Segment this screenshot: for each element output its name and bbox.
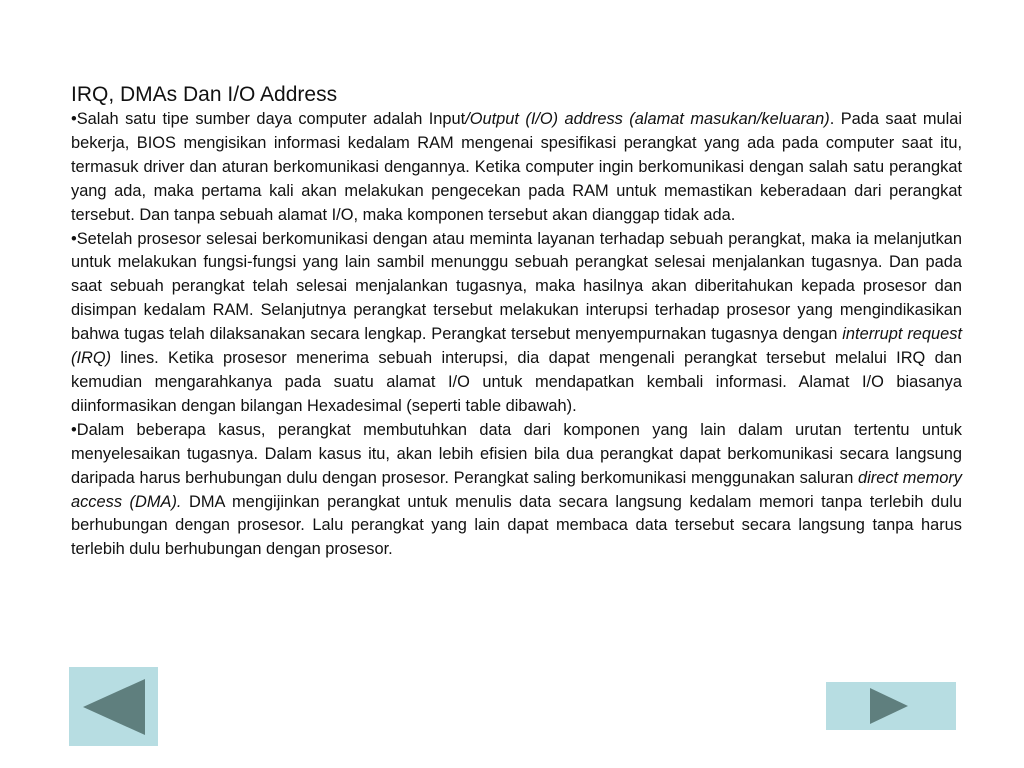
paragraph-segment: •Salah satu tipe sumber daya computer adalah Input (71, 110, 466, 128)
paragraph-segment: lines. Ketika prosesor menerima sebuah interupsi, dia dapat mengenali perangkat tersebut melalui IRQ dan kemudian mengarahkanya pada suatu alamat I/O untuk mendapatkan kembali informasi. Alamat I/O biasanya diinformasikan dengan bilangan Hexadesimal (seperti table dibawah). (71, 349, 962, 415)
paragraph-irq (71, 228, 962, 419)
paragraph-segment-italic: /Output (I/O) address (alamat masukan/keluaran) (465, 110, 830, 128)
paragraph-segment: •Dalam beberapa kasus, perangkat membutuhkan data dari komponen yang lain dalam urutan tertentu untuk menyelesaikan tugasnya. Dalam kasus itu, akan lebih efisien bila dua perangkat dapat berkomunikasi secara langsung daripada harus berhubungan dulu dengan prosesor. Perangkat saling berkomunikasi menggunakan saluran (71, 420, 962, 487)
slide-title: IRQ, DMAs Dan I/O Address (71, 83, 338, 106)
paragraph-segment: DMA mengijinkan perangkat untuk menulis data secara langsung kedalam memori tanpa terlebih dulu berhubungan dengan prosesor. Lalu perangkat yang lain dapat membaca data tersebut secara langsung tanpa harus terlebih dulu berhubungan dengan prosesor. (71, 492, 962, 559)
paragraph-segment: . Pada saat mulai bekerja, BIOS mengisikan informasi kedalam RAM mengenai spesifikasi perangkat yang ada pada computer saat itu, termasuk driver dan aturan berkomunikasi dengannya. Ketika computer ingin berkomunikasi dengan salah satu perangkat yang ada, maka pertama kali akan melakukan pengecekan pada RAM untuk memastikan keberadaan dari perangkat tersebut. Dan tanpa sebuah alamat I/O, maka komponen tersebut akan dianggap tidak ada. (71, 110, 962, 224)
triangle-left-icon (83, 679, 145, 735)
next-slide-button[interactable] (826, 682, 956, 730)
paragraph-segment-italic: direct memory access (DMA). (71, 468, 962, 511)
paragraph-io-address (71, 108, 962, 228)
paragraph-segment: •Setelah prosesor selesai berkomunikasi dengan atau meminta layanan terhadap sebuah perangkat, maka ia melanjutkan untuk melakukan fungsi-fungsi yang lain sambil menunggu sebuah perangkat selesai menjalankan tugasnya. Dan pada saat sebuah perangkat telah selesai menjalankan tugasnya, maka hasilnya akan diberitahukan kepada prosesor dan disimpan kedalam RAM. Selanjutnya perangkat tersebut melakukan interupsi terhadap prosesor yang mengindikasikan bahwa tugas telah dilaksanakan secara lengkap. Perangkat tersebut menyempurnakan tugasnya dengan (71, 229, 962, 344)
paragraph-dma (71, 419, 962, 562)
previous-slide-button[interactable] (69, 667, 158, 746)
triangle-right-icon (870, 688, 908, 724)
slide-content (71, 82, 962, 562)
paragraph-segment-italic: interrupt request (IRQ) (71, 325, 963, 368)
